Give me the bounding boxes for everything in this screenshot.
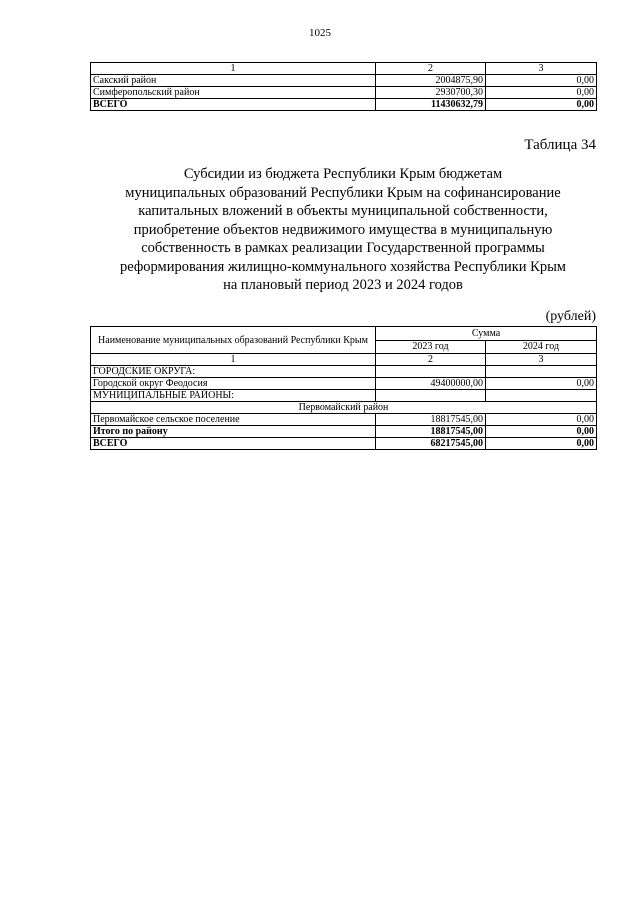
row-value-2023: 18817545,00	[376, 414, 486, 426]
table-row	[91, 87, 597, 99]
table-total-row	[91, 99, 597, 111]
table-col-number-row	[91, 63, 597, 75]
subtotal-value-2023: 18817545,00	[376, 426, 486, 438]
col-number-cell: 2	[376, 63, 486, 75]
table-total-row	[91, 438, 597, 450]
row-value-2024: 0,00	[486, 378, 597, 390]
header-year-2023: 2023 год	[376, 340, 486, 354]
col-number-cell: 1	[91, 63, 376, 75]
title-line: собственность в рамках реализации Государственной программы	[141, 240, 545, 256]
row-value-1: 2004875,90	[376, 75, 486, 87]
table-row	[91, 414, 597, 426]
district-name: Первомайский район	[91, 402, 597, 414]
title-line: Субсидии из бюджета Республики Крым бюджетам	[183, 166, 503, 182]
row-value-2023: 49400000,00	[376, 378, 486, 390]
section-row	[91, 390, 597, 402]
table-row	[91, 378, 597, 390]
row-name: Сакский район	[91, 75, 376, 87]
table-header-row	[91, 327, 597, 341]
total-label: ВСЕГО	[91, 438, 376, 450]
table-col-number-row	[91, 354, 597, 366]
title-line: реформирования жилищно-коммунального хозяйства Республики Крым	[120, 258, 566, 275]
row-name: Первомайское сельское поселение	[91, 414, 376, 426]
title-line: на плановый период 2023 и 2024 годов	[223, 277, 463, 293]
total-value-2024: 0,00	[486, 438, 597, 450]
col-number-cell: 2	[376, 354, 486, 366]
row-value-2: 0,00	[486, 87, 597, 99]
total-value-2: 0,00	[486, 99, 597, 111]
col-number-cell: 1	[91, 354, 376, 366]
subsidy-table	[90, 326, 597, 450]
col-number-cell: 3	[486, 354, 597, 366]
title-line: капитальных вложений в объекты муниципальной собственности,	[138, 203, 548, 219]
district-row	[91, 402, 597, 414]
col-number-cell: 3	[486, 63, 597, 75]
page-number: 1025	[309, 27, 331, 39]
row-value-2: 0,00	[486, 75, 597, 87]
header-year-2024: 2024 год	[486, 340, 597, 354]
row-name: Симферопольский район	[91, 87, 376, 99]
section-districts: МУНИЦИПАЛЬНЫЕ РАЙОНЫ:	[91, 390, 376, 402]
table-label: Таблица 34	[524, 137, 596, 153]
row-value-2024: 0,00	[486, 414, 597, 426]
title-line: муниципальных образований Республики Крым на софинансирование	[125, 184, 561, 201]
table-row	[91, 75, 597, 87]
total-label: ВСЕГО	[91, 99, 376, 111]
units-label: (рублей)	[545, 309, 596, 324]
header-sum: Сумма	[376, 327, 597, 341]
table-continued	[90, 62, 597, 111]
subtotal-row	[91, 426, 597, 438]
section-cities: ГОРОДСКИЕ ОКРУГА:	[91, 366, 376, 378]
document-title	[90, 165, 596, 295]
section-row	[91, 366, 597, 378]
row-name: Городской округ Феодосия	[91, 378, 376, 390]
row-value-1: 2930700,30	[376, 87, 486, 99]
title-line: приобретение объектов недвижимого имущества в муниципальную	[133, 221, 553, 238]
total-value-1: 11430632,79	[376, 99, 486, 111]
subtotal-label: Итого по району	[91, 426, 376, 438]
header-name: Наименование муниципальных образований Республики Крым	[91, 327, 376, 354]
total-value-2023: 68217545,00	[376, 438, 486, 450]
subtotal-value-2024: 0,00	[486, 426, 597, 438]
